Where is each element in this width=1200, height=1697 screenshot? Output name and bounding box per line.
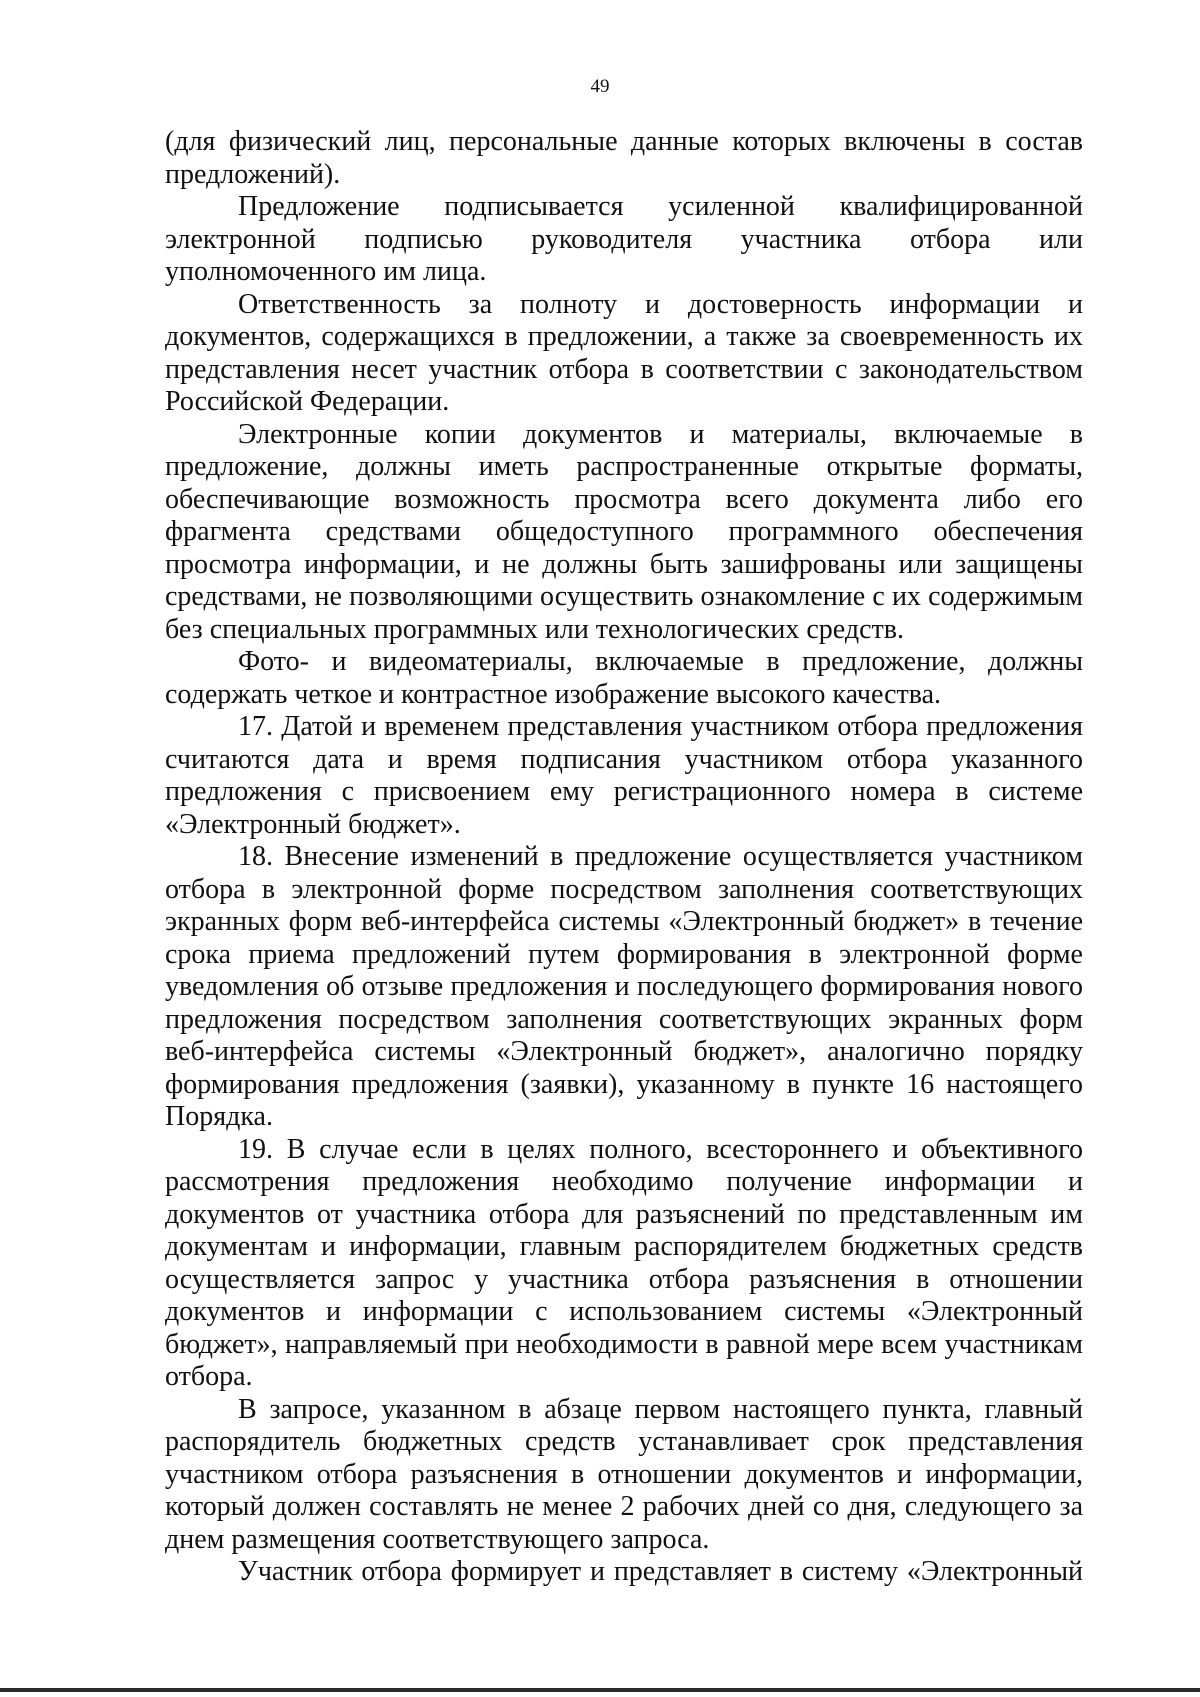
paragraph-8-item-19: 19. В случае если в целях полного, всестороннего и объективного рассмотрения предложения необходимо получение информации и документов от участника отбора для разъяснений по представленным им документам и информации, главным распорядителем бюджетных средств осуществляется запрос у участника отбора разъяснения в отношении документов и информации с использованием системы «Электронный бюджет», направляемый при необходимости в равной мере всем участникам отбора. xyxy=(165,1133,1083,1392)
paragraph-10: Участник отбора формирует и представляет в систему «Электронный xyxy=(238,1556,1083,1587)
paragraph-6-item-17: 17. Датой и временем представления участником отбора предложения считаются дата и время подписания участником отбора указанного предложения с присвоением ему регистрационного номера в системе «Электронный бюджет». xyxy=(165,711,1083,840)
paragraph-7-item-18: 18. Внесение изменений в предложение осуществляется участником отбора в электронной форме посредством заполнения соответствующих экранных форм веб-интерфейса системы «Электронный бюджет» в течение срока приема предложений путем формирования в электронной форме уведомления об отзыве предложения и последующего формирования нового предложения посредством заполнения соответствующих экранных форм веб-интерфейса системы «Электронный бюджет», аналогично порядку формирования предложения (заявки), указанному в пункте 16 настоящего Порядка. xyxy=(165,841,1083,1132)
paragraph-4: Электронные копии документов и материалы, включаемые в предложение, должны иметь распространенные открытые форматы, обеспечивающие возможность просмотра всего документа либо его фрагмента средствами общедоступного программного обеспечения просмотра информации, и не должны быть зашифрованы или защищены средствами, не позволяющими осуществить ознакомление с их содержимым без специальных программных или технологических средств. xyxy=(165,418,1083,645)
scan-edge-line xyxy=(0,1688,1200,1692)
page-number: 49 xyxy=(590,76,610,97)
paragraph-9: В запросе, указанном в абзаце первом настоящего пункта, главный распорядитель бюджетных средств устанавливает срок представления участником отбора разъяснения в отношении документов и информации, который должен составлять не менее 2 рабочих дней со дня, следующего за днем размещения соответствующего запроса. xyxy=(165,1393,1083,1555)
paragraph-2: Предложение подписывается усиленной квалифицированной электронной подписью руководителя участника отбора или уполномоченного им лица. xyxy=(165,191,1083,287)
paragraph-1: (для физический лиц, персональные данные которых включены в состав предложений). xyxy=(165,126,1083,190)
paragraph-3: Ответственность за полноту и достоверность информации и документов, содержащихся в предложении, а также за своевременность их представления несет участник отбора в соответствии с законодательством Российской Федерации. xyxy=(165,288,1083,417)
document-body xyxy=(165,126,1083,1589)
paragraph-5: Фото- и видеоматериалы, включаемые в предложение, должны содержать четкое и контрастное изображение высокого качества. xyxy=(165,646,1083,710)
